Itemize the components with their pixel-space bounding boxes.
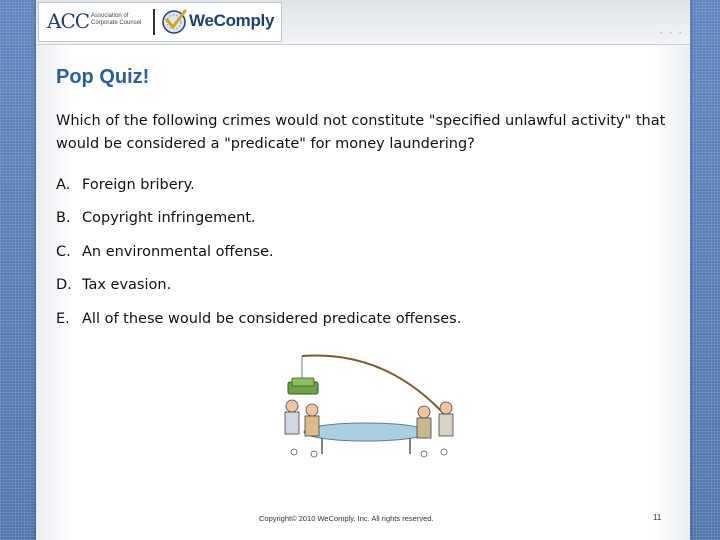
answer-option-b — [56, 202, 461, 236]
answer-options — [56, 168, 461, 336]
option-letter: E. — [56, 310, 70, 327]
slide-title: Pop Quiz! — [56, 66, 150, 88]
option-text: All of these would be considered predicate offenses. — [82, 310, 462, 327]
logo-banner — [38, 2, 282, 42]
option-letter: A. — [56, 176, 71, 193]
option-text: Foreign bribery. — [82, 176, 195, 193]
quiz-question: Which of the following crimes would not constitute "specified unlawful activity" that would be considered a "predicate" for money laundering? — [56, 113, 666, 152]
acc-subtitle: Association of Corporate Counsel — [91, 13, 142, 26]
option-letter: D. — [56, 277, 72, 294]
option-letter: C. — [56, 243, 71, 260]
logo-divider — [153, 9, 155, 35]
acc-logo: ACC — [47, 9, 90, 33]
answer-option-c — [56, 235, 461, 269]
header-bar — [36, 0, 690, 45]
option-text: Tax evasion. — [82, 277, 172, 294]
slide — [36, 0, 690, 540]
wecomply-check-icon — [161, 8, 187, 40]
option-letter: B. — [56, 210, 71, 227]
wecomply-logo: WeComply — [189, 11, 275, 30]
cartoon-money-fishing-meeting-icon — [274, 352, 454, 466]
option-text: An environmental offense. — [82, 243, 274, 260]
footer-copyright: Copyright© 2010 WeComply, Inc. All rights reserved. — [259, 514, 434, 523]
page-number: 11 — [653, 513, 662, 522]
answer-option-d — [56, 269, 461, 303]
answer-option-a — [56, 168, 461, 202]
decorative-dots: • • • — [659, 30, 684, 37]
option-text: Copyright infringement. — [82, 210, 256, 227]
answer-option-e — [56, 302, 461, 336]
